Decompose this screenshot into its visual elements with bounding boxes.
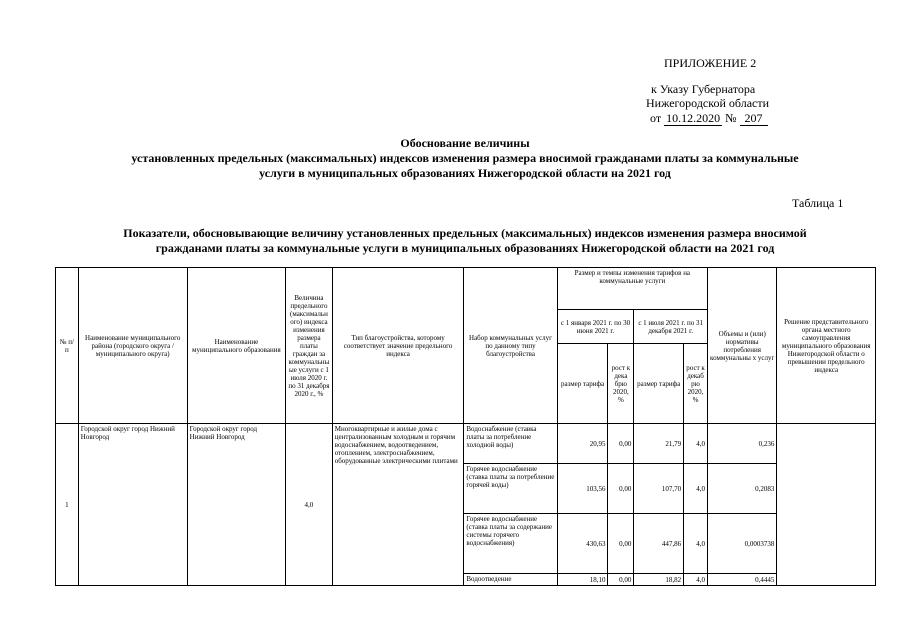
table-row (56, 424, 876, 464)
row-index: 4,0 (286, 424, 333, 586)
title-line-3: услуги в муниципальных образованиях Нижегородской области на 2021 год (259, 166, 671, 180)
decree-line-1: к Указу Губернатора (651, 82, 756, 96)
row-decision (777, 424, 876, 586)
title-line-1: Обоснование величины (400, 136, 530, 150)
service-name: Горячее водоснабжение (ставка платы за содержание системы горячего водоснабжения) (464, 514, 557, 574)
service-name: Горячее водоснабжение (ставка платы за потребление горячей воды) (464, 464, 557, 514)
header-formation: Наименование муниципального образования (187, 268, 285, 424)
row-num: 1 (56, 424, 79, 586)
header-tariff-group: Размер и темпы изменения тарифов на коммунальные услуги (557, 268, 707, 310)
header-services: Набор коммунальных услуг по данному типу благоустройства (464, 268, 557, 424)
row-district: Городской округ город Нижний Новгород (78, 424, 187, 586)
table-number-label: Таблица 1 (792, 196, 844, 210)
service-name: Водоотведение (464, 574, 557, 586)
growth-1: 0,00 (608, 464, 634, 514)
tariff-2: 107,70 (634, 464, 684, 514)
volume: 0,4445 (707, 574, 776, 586)
header-growth-2: рост к декаб рю 2020, % (684, 344, 708, 424)
decree-number: 207 (740, 111, 768, 126)
tariff-1: 18,10 (557, 574, 608, 586)
appendix-label: ПРИЛОЖЕНИЕ 2 (664, 56, 757, 70)
indicators-table (55, 267, 876, 586)
growth-2: 4,0 (684, 424, 708, 464)
growth-1: 0,00 (608, 514, 634, 574)
subtitle-line-2: гражданами платы за коммунальные услуги в муниципальных образованиях Нижегородской области на 2021 год (155, 241, 775, 255)
title-line-2: установленных предельных (максимальных) индексов изменения размера вносимой гражданами платы за коммунальные (131, 151, 799, 165)
tariff-2: 18,82 (634, 574, 684, 586)
decree-date-line (650, 111, 768, 126)
header-num: № п/п (56, 268, 79, 424)
growth-1: 0,00 (608, 574, 634, 586)
header-district: Наименование муниципального района (городского округа / муниципального округа) (78, 268, 187, 424)
row-type: Многоквартирные и жилые дома с централизованным холодным и горячим водоснабжением, водоотведением, отоплением, электроснабжением, оборудованные электрическими плитами (332, 424, 464, 586)
header-period-2: с 1 июля 2021 г. по 31 декабря 2021 г. (634, 310, 708, 344)
from-label: от (650, 111, 662, 125)
growth-2: 4,0 (684, 514, 708, 574)
row-formation: Городской округ город Нижний Новгород (187, 424, 285, 586)
header-index: Величина предельного (максимальн ого) индекса изменения размера платы граждан за коммунальны ые услуги с 1 июля 2020 г. по 31 декабря 2020 г., % (286, 268, 333, 424)
growth-2: 4,0 (684, 574, 708, 586)
volume: 0,2083 (707, 464, 776, 514)
tariff-1: 430,63 (557, 514, 608, 574)
decree-line-2: Нижегородской области (646, 96, 770, 110)
tariff-2: 21,79 (634, 424, 684, 464)
header-type: Тип благоустройства, которому соответствует значение предельного индекса (332, 268, 464, 424)
tariff-1: 103,56 (557, 464, 608, 514)
tariff-2: 447,86 (634, 514, 684, 574)
volume: 0,236 (707, 424, 776, 464)
header-size-2: размер тарифа (634, 344, 684, 424)
decree-date: 10.12.2020 (666, 111, 721, 125)
subtitle-line-1: Показатели, обосновывающие величину установленных предельных (максимальных) индексов изменения размера вносимой (123, 226, 807, 240)
header-size-1: размер тарифа (557, 344, 608, 424)
service-name: Водоснабжение (ставка платы за потребление холодной воды) (464, 424, 557, 464)
header-decision: Решение представительного органа местного самоуправления муниципального образования Нижегородской области о превышении предельного индекса (777, 268, 876, 424)
growth-1: 0,00 (608, 424, 634, 464)
growth-2: 4,0 (684, 464, 708, 514)
tariff-1: 20,95 (557, 424, 608, 464)
volume: 0,0003738 (707, 514, 776, 574)
header-growth-1: рост к дека брю 2020, % (608, 344, 634, 424)
header-volume: Объемы и (или) нормативы потребления коммунальны х услуг (707, 268, 776, 424)
number-label: № (725, 111, 737, 125)
header-period-1: с 1 января 2021 г. по 30 июня 2021 г. (557, 310, 634, 344)
